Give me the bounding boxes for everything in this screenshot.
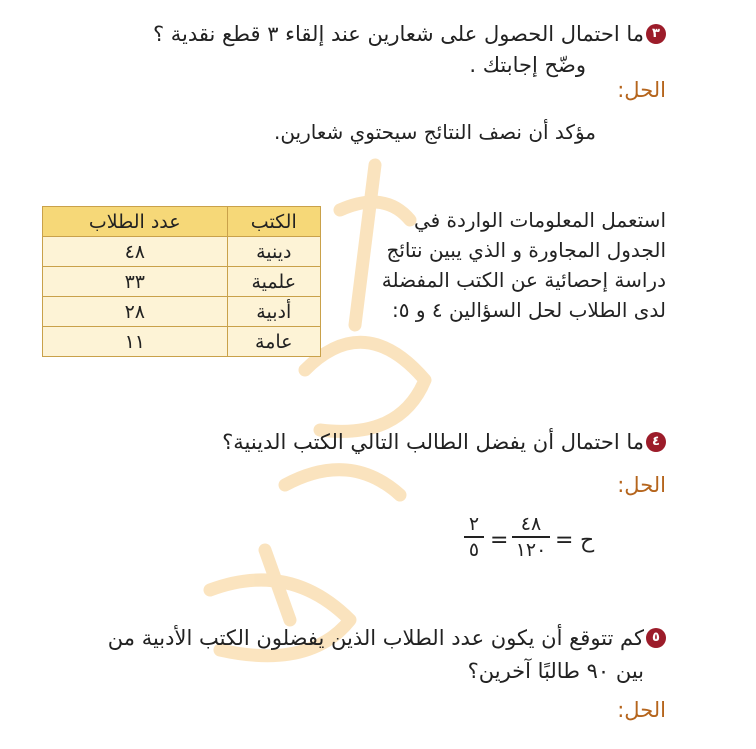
cell-category: علمية xyxy=(227,267,320,297)
cell-category: أدبية xyxy=(227,297,320,327)
question-4-text: ما احتمال أن يفضل الطالب التالي الكتب الدينية؟ xyxy=(222,430,644,454)
intro-line-3: دراسة إحصائية عن الكتب المفضلة xyxy=(381,268,666,292)
intro-line-2: الجدول المجاورة و الذي يبين نتائج xyxy=(386,238,666,262)
equation-equals-2: = xyxy=(490,528,509,553)
header-books: الكتب xyxy=(227,207,320,237)
fraction-48-120 xyxy=(512,512,550,562)
fraction-numerator: ٢ xyxy=(468,513,480,535)
intro-paragraph xyxy=(382,205,666,325)
table-row xyxy=(43,297,321,327)
cell-category: دينية xyxy=(227,237,320,267)
fraction-denominator: ١٢٠ xyxy=(515,538,547,561)
books-table xyxy=(42,206,321,357)
table-header-row xyxy=(43,207,321,237)
question-3-line1: ما احتمال الحصول على شعارين عند إلقاء ٣ قطع نقدية ؟ xyxy=(152,22,644,46)
cell-count: ٣٣ xyxy=(43,267,228,297)
fraction-denominator: ٥ xyxy=(468,538,480,561)
question-3-badge: ٣ xyxy=(646,24,666,44)
table-row xyxy=(43,237,321,267)
equation-equals-1: = xyxy=(555,528,574,553)
question-3-line2: وضّح إجابتك . xyxy=(469,53,586,77)
question-3-solution-label: الحل: xyxy=(617,78,666,102)
question-5-solution-label: الحل: xyxy=(617,698,666,722)
cell-count: ١١ xyxy=(43,327,228,357)
question-5-badge: ٥ xyxy=(646,628,666,648)
intro-line-1: استعمل المعلومات الواردة في xyxy=(413,208,666,232)
intro-line-4: لدى الطلاب لحل السؤالين ٤ و ٥: xyxy=(391,298,666,322)
cell-count: ٤٨ xyxy=(43,237,228,267)
question-4-badge: ٤ xyxy=(646,432,666,452)
table-row xyxy=(43,327,321,357)
fraction-numerator: ٤٨ xyxy=(520,513,542,535)
question-4-solution-label: الحل: xyxy=(617,473,666,497)
cell-category: عامة xyxy=(227,327,320,357)
table-row xyxy=(43,267,321,297)
question-5-line1: كم تتوقع أن يكون عدد الطلاب الذين يفضلون الكتب الأدبية من xyxy=(107,626,644,650)
cell-count: ٢٨ xyxy=(43,297,228,327)
question-5-line2: بين ٩٠ طالبًا آخرين؟ xyxy=(467,659,644,683)
header-student-count: عدد الطلاب xyxy=(43,207,228,237)
question-3-answer: مؤكد أن نصف النتائج سيحتوي شعارين. xyxy=(273,120,596,144)
equation-variable: ح xyxy=(580,528,595,553)
fraction-2-5 xyxy=(464,512,484,562)
